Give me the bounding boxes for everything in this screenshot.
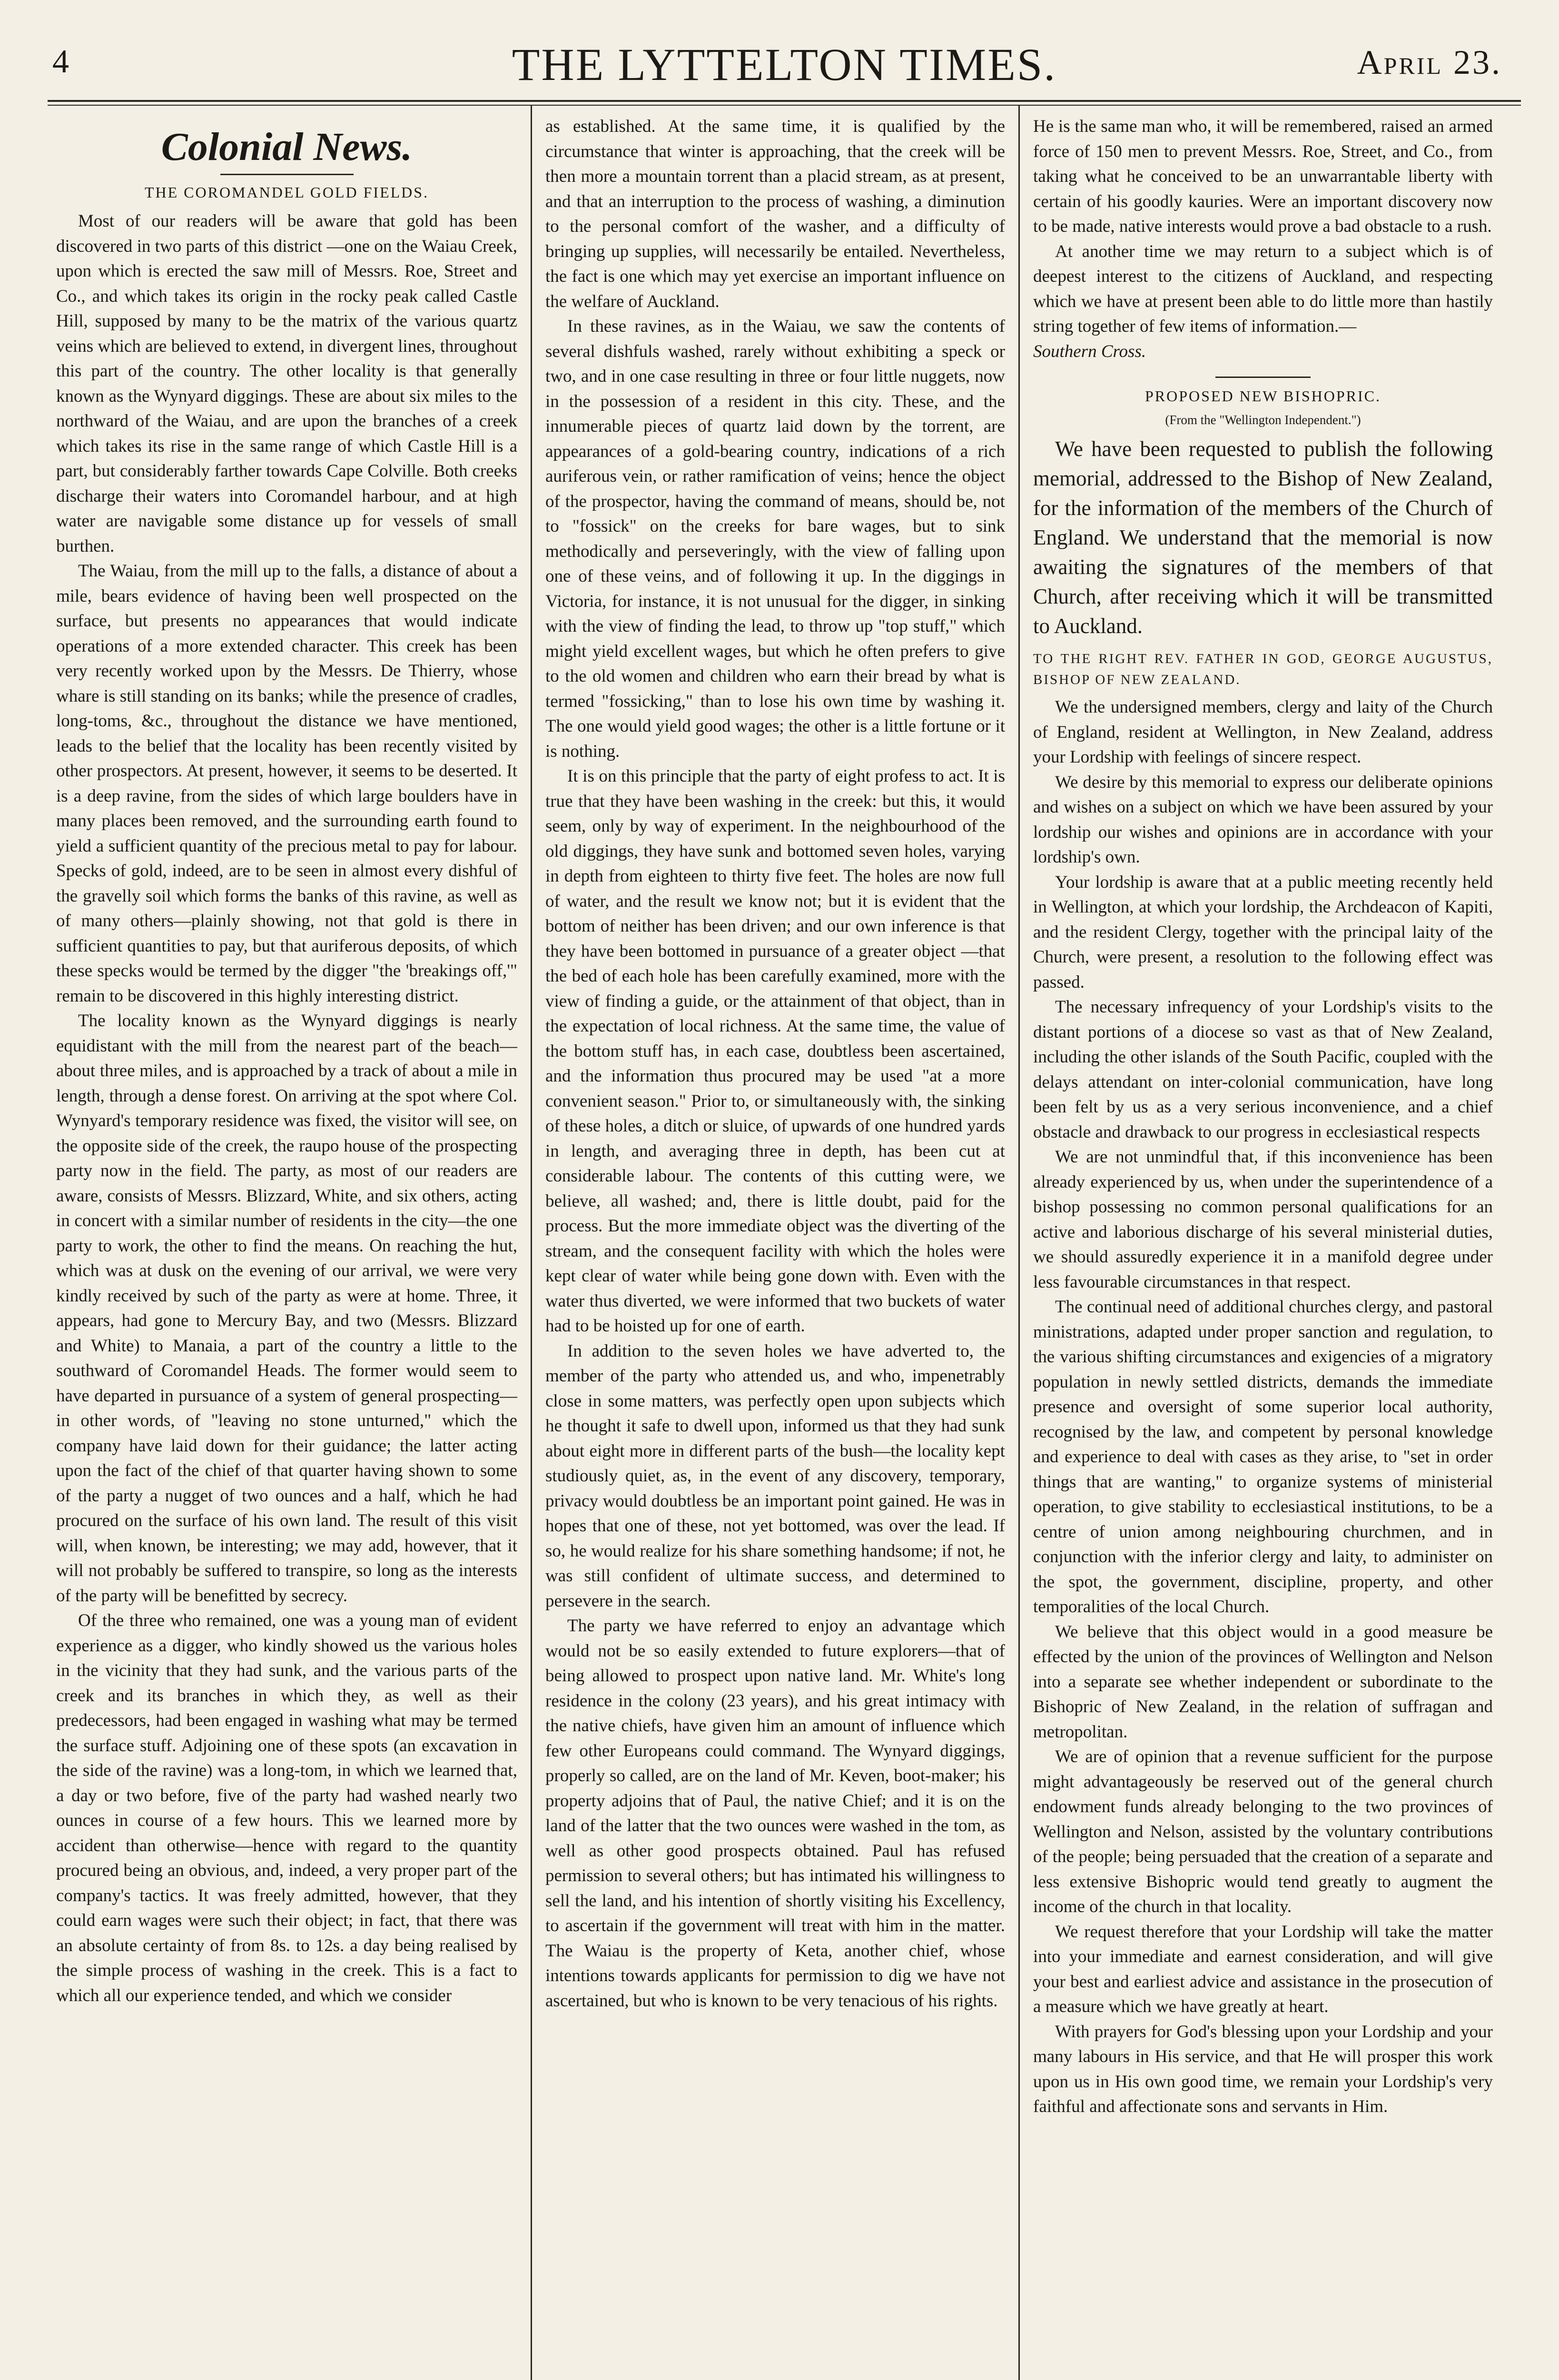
paragraph: The necessary infrequency of your Lordship's visits to the distant portions of a diocese so vast as that of New Zealand, including the other islands of the South Pacific, coupled with the delays attendant on inter-colonial communication, have long been felt by us as a very serious inconvenience, and a chief obstacle and drawback to our progress in ecclesiastical respects [1033, 997, 1493, 1142]
newspaper-title: THE LYTTELTON TIMES. [512, 39, 1057, 90]
article-intro: We have been requested to publish the following memorial, addressed to the Bishop of New Zealand, for the information of the members of the Church of England. We understand that the memorial is now awaiting the signatures of the members of that Church, after receiving which it will be transmitted to Auckland. [1033, 437, 1493, 638]
section-heading: Colonial News. [161, 125, 413, 169]
column-3 [1018, 106, 1506, 2380]
paragraph: Your lordship is aware that at a public meeting recently held in Wellington, at which your lordship, the Archdeacon of Kapiti, and the resident Clergy, together with the principal laity of the Church, were present, a resolution to the following effect was passed. [1033, 872, 1493, 992]
issue-date: April 23. [1357, 43, 1502, 81]
paragraph: Most of our readers will be aware that gold has been discovered in two parts of this district —one on the Waiau Creek, upon which is erected the saw mill of Messrs. Roe, Street and Co., and which takes its origin in the rocky peak called Castle Hill, supposed by many to be the matrix of the various quartz veins which are believed to extend, in divergent lines, throughout this part of the country. The other locality is that generally known as the Wynyard diggings. These are about six miles to the northward of the Waiau, and are upon the branches of a creek which takes its rise in the same range of which Castle Hill is a part, but considerably farther towards Cape Colville. Both creeks discharge their waters into Coromandel harbour, and at high water are navigable some distance up for vessels of small burthen. [56, 211, 517, 556]
paragraph: He is the same man who, it will be remembered, raised an armed force of 150 men to prevent Messrs. Roe, Street, and Co., from taking what he conceived to be an unwarrantable liberty with certain of his goodly kauries. Were an important discovery now to be made, native interests would prove a bad obstacle to a rush. [1033, 117, 1493, 236]
paragraph: We are not unmindful that, if this inconvenience has been already experienced by us, when under the superintendence of a bishop possessing no common personal qualifications for an active and laborious discharge of his several ministerial duties, we should assuredly experience it in a manifold degree under less favourable circumstances in that respect. [1033, 1147, 1493, 1292]
paragraph: The continual need of additional churches clergy, and pastoral ministrations, adapted under proper sanction and regulation, to the various shifting circumstances and exigencies of a migratory population in newly settled districts, demands the immediate presence and oversight of some superior local authority, recognised by the law, and competent by personal knowledge and experience to deal with cases as they arise, to "set in order things that are wanting," to organize systems of ministerial operation, to give stability to ecclesiastical institutions, to be a centre of union among neighbouring churchmen, and in conjunction with the inferior clergy and laity, to administer on the spot, the government, discipline, property, and other temporalities of the local Church. [1033, 1297, 1493, 1616]
paragraph: At another time we may return to a subject which is of deepest interest to the citizens of Auckland, and respecting which we have at present been able to do little more than hastily string together of few items of information.— [1033, 241, 1493, 336]
article-source: Southern Cross. [1033, 341, 1146, 361]
paragraph: as established. At the same time, it is qualified by the circumstance that winter is approaching, that the creek will be then more a mountain torrent than a placid stream, as at present, and that an interruption to the process of washing, a diminution to the personal comfort of the washer, and a difficulty of bringing up supplies, will necessarily be entailed. Nevertheless, the fact is one which may yet exercise an important influence on the welfare of Auckland. [545, 117, 1005, 311]
paragraph: We the undersigned members, clergy and laity of the Church of England, resident at Wellington, in New Zealand, address your Lordship with feelings of sincere respect. [1033, 697, 1493, 767]
paragraph: The locality known as the Wynyard diggings is nearly equidistant with the mill from the nearest part of the beach—about three miles, and is approached by a track of about a mile in length, through a dense forest. On arriving at the spot where Col. Wynyard's temporary residence was fixed, the visitor will see, on the opposite side of the creek, the raupo house of the prospecting party now in the field. The party, as most of our readers are aware, consists of Messrs. Blizzard, White, and six others, acting in concert with a similar number of residents in the city—the one party to work, the other to find the means. On reaching the hut, which was at dusk on the evening of our arrival, we were very kindly received by such of the party as were at home. Three, it appears, had gone to Mercury Bay, and two (Messrs. Blizzard and White) to Manaia, a part of the country a little to the southward of Coromandel Heads. The former would seem to have departed in pursuance of a system of general prospecting—in other words, of "leaving no stone unturned," which the company have laid down for their guidance; the latter acting upon the fact of the chief of that quarter having shown to some of the party a nugget of two ounces and a half, which he had procured on the surface of his own land. The result of this visit will, when known, be interesting; we may add, however, that it will not probably be suffered to transpire, so long as the interests of the party will be benefitted by secrecy. [56, 1011, 517, 1606]
paragraph: The party we have referred to enjoy an advantage which would not be so easily extended to future explorers—that of being allowed to prospect upon native land. Mr. White's long residence in the colony (23 years), and his great intimacy with the native chiefs, have given him an amount of influence which few other Europeans could command. The Wynyard diggings, properly so called, are on the land of Mr. Keven, boot-maker; his property adjoins that of Paul, the native Chief; and it is on the land of the latter that the two ounces were washed in the tom, as well as other good prospects obtained. Paul has refused permission to several others; but has intimated his willingness to sell the land, and his intention of shortly visiting his Excellency, to ascertain if the government will treat with him in the matter. The Waiau is the property of Keta, another chief, whose intentions towards applicants for permission to dig we have not ascertained, but who is known to be very tenacious of his rights. [545, 1616, 1005, 2011]
article-heading: THE COROMANDEL GOLD FIELDS. [144, 184, 429, 201]
memorial-address: TO THE RIGHT REV. FATHER IN GOD, GEORGE AUGUSTUS, BISHOP OF NEW ZEALAND. [1033, 651, 1493, 687]
article-heading: PROPOSED NEW BISHOPRIC. [1145, 387, 1381, 405]
paragraph: We request therefore that your Lordship will take the matter into your immediate and earnest consideration, and will give your best and earliest advice and assistance in the prosecution of a measure which we have greatly at heart. [1033, 1922, 1493, 2016]
paragraph: We desire by this memorial to express our deliberate opinions and wishes on a subject on which we have been assured by your lordship our wishes and opinions are in accordance with your lordship's own. [1033, 772, 1493, 867]
paragraph: We are of opinion that a revenue sufficient for the purpose might advantageously be reserved out of the general church endowment funds already belonging to the two provinces of Wellington and Nelson, assisted by the voluntary contributions of the people; being persuaded that the creation of a separate and less extensive Bishopric would tend greatly to augment the income of the church in that locality. [1033, 1747, 1493, 1916]
section-rule [220, 174, 354, 175]
paragraph: In addition to the seven holes we have adverted to, the member of the party who attended us, and who, impenetrably close in some matters, was perfectly open upon subjects which he thought it safe to dwell upon, informed us that they had sunk about eight more in different parts of the bush—the locality kept studiously quiet, as, in the event of any discovery, temporary, privacy would doubtless be an important point gained. He was in hopes that one of these, not yet bottomed, was over the lead. If so, he would realize for his share something handsome; if not, he was still confident of ultimate success, and determined to persevere in the search. [545, 1341, 1005, 1611]
paragraph: We believe that this object would in a good measure be effected by the union of the provinces of Wellington and Nelson into a separate see whether independent or subordinate to the Bishopric of New Zealand, in the relation of suffragan and metropolitan. [1033, 1622, 1493, 1742]
paragraph: The Waiau, from the mill up to the falls, a distance of about a mile, bears evidence of having been well prospected on the surface, but presents no appearances that would indicate operations of a more extended character. This creek has been very recently worked upon by the Messrs. De Thierry, whose whare is still standing on its banks; while the presence of cradles, long-toms, &c., throughout the distance we have mentioned, leads to the belief that the locality has been recently visited by other prospectors. At present, however, it seems to be deserted. It is a deep ravine, from the sides of which large boulders have in many places been removed, and the surrounding earth found to yield a sufficient quantity of the precious metal to pay for labour. Specks of gold, indeed, are to be seen in almost every dishful of the gravelly soil which forms the banks of this ravine, as well as of many others—plainly showing, not that gold is there in sufficient quantities to pay, but that auriferous deposits, of which these specks would be termed by the digger "the 'breakings off,'" remain to be discovered in this highly interesting district. [56, 561, 517, 1006]
article-credit: (From the "Wellington Independent.") [1165, 413, 1361, 427]
paragraph: Of the three who remained, one was a young man of evident experience as a digger, who kindly showed us the various holes in the vicinity that they had sunk, and the various parts of the creek and its branches in which they, as well as their predecessors, had been engaged in washing what may be termed the surface stuff. Adjoining one of these spots (an excavation in the side of the ravine) was a long-tom, in which we learned that, a day or two before, five of the party had washed nearly two ounces in course of a few hours. This we learned more by accident than otherwise—hence with regard to the quantity procured being an obvious, and, indeed, a very proper part of the company's tactics. It was freely admitted, however, that they could earn wages were such their object; in fact, that there was an absolute certainty of from 8s. to 12s. a day being realised by the simple process of washing in the creek. This is a fact to which all our experience tended, and which we consider [56, 1611, 517, 2005]
column-1 [43, 106, 531, 2380]
paragraph: It is on this principle that the party of eight profess to act. It is true that they have been washing in the creek: but this, it would seem, only by way of experiment. In the neighbourhood of the old diggings, they have sunk and bottomed seven holes, varying in depth from eighteen to thirty five feet. The holes are now full of water, and the result we know not; but it is evident that the bottom of neither has been driven; and our own inference is that they have been bottomed in pursuance of a greater object —that the bed of each hole has been carefully examined, more with the view of finding a guide, or the attainment of that object, than in the expectation of local richness. At the same time, the value of the bottom stuff has, in each case, doubtless been ascertained, and the information thus procured may be used "at a more convenient season." Prior to, or simultaneously with, the sinking of these holes, a ditch or sluice, of upwards of one hundred yards in length, and averaging three in depth, has been cut at considerable labour. The contents of this cutting were, we believe, all washed; and, there is little doubt, paid for the process. But the more immediate object was the diverting of the stream, and the consequent facility with which the holes were kept clear of water while being gone down with. Even with the water thus diverted, we were informed that two buckets of water had to be hoisted up for one of earth. [545, 766, 1005, 1336]
column-2 [531, 106, 1018, 2380]
page-number: 4 [52, 43, 69, 80]
masthead-rule [48, 100, 1521, 106]
paragraph: With prayers for God's blessing upon your Lordship and your many labours in His service, and that He will prosper this work upon us in His own good time, we remain your Lordship's very faithful and affectionate sons and servants in Him. [1033, 2022, 1493, 2116]
paragraph: In these ravines, as in the Waiau, we saw the contents of several dishfuls washed, rarely without exhibiting a speck or two, and in one case resulting in three or four little nuggets, now in the possession of a resident in this city. These, and the innumerable pieces of quartz laid down by the torrent, are appearances of a gold-bearing country, indications of a rich auriferous vein, or rather ramification of veins; hence the object of the prospector, having the command of means, should be, not to "fossick" on the creeks for bare wages, but to sink methodically and perseveringly, with the view of falling upon one of these veins, and of following it up. In the diggings in Victoria, for instance, it is not unusual for the digger, in sinking with the view of finding the lead, to throw up "top stuff," which might yield excellent wages, but which he often prefers to give to the old women and children who earn their bread by what is termed "fossicking," than to lose his own time by washing it. The one would yield good wages; the other is a little fortune or it is nothing. [545, 317, 1005, 761]
columns [43, 106, 1526, 2380]
masthead [43, 29, 1526, 100]
article-separator [1215, 377, 1311, 378]
